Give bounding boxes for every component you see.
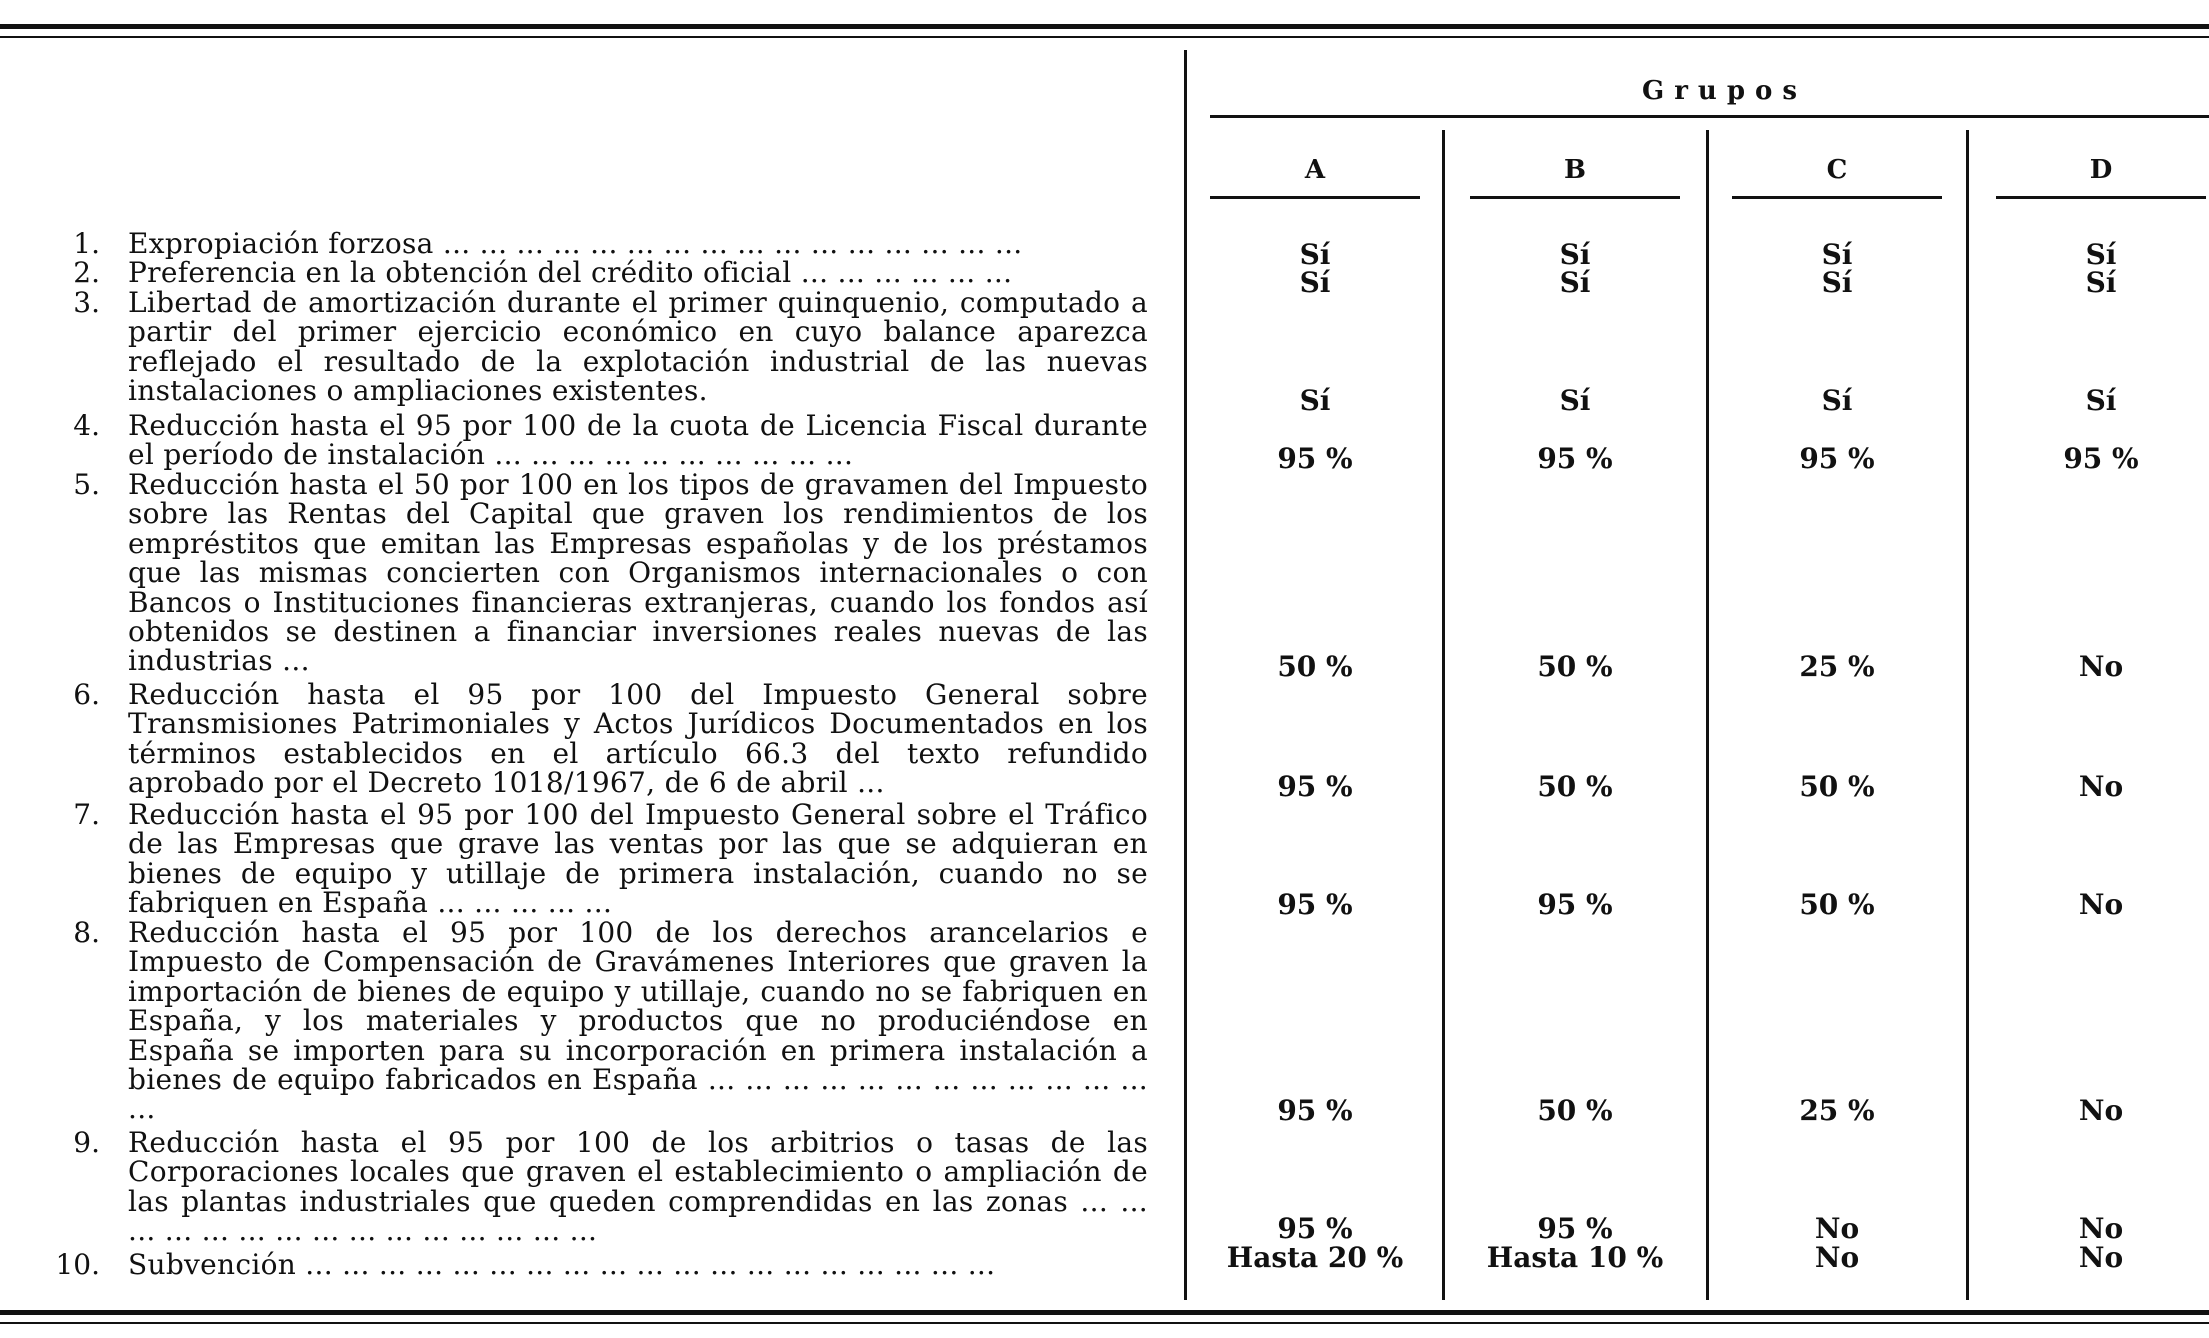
item-number: 1. bbox=[73, 227, 100, 260]
item-number: 9. bbox=[73, 1126, 100, 1159]
value-cell: Hasta 20 % bbox=[1226, 1241, 1404, 1274]
value-cell: No bbox=[2078, 650, 2124, 683]
value-cell: 95 % bbox=[1277, 442, 1353, 475]
column-header-b-underline bbox=[1470, 196, 1680, 199]
value-cell: 50 % bbox=[1799, 888, 1875, 921]
value-cell: Hasta 10 % bbox=[1486, 1241, 1664, 1274]
value-cell: 95 % bbox=[1277, 1094, 1353, 1127]
item-text: Preferencia en la obtención del crédito oficial ... ... ... ... ... ... bbox=[128, 256, 1013, 289]
column-header-a: A bbox=[1304, 155, 1326, 185]
value-cell: No bbox=[2078, 1212, 2124, 1245]
value-cell: Sí bbox=[1821, 266, 1853, 299]
value-cell: Sí bbox=[2085, 266, 2117, 299]
column-divider-cd bbox=[1966, 130, 1969, 1300]
value-cell: 95 % bbox=[1277, 888, 1353, 921]
value-cell: Sí bbox=[1821, 238, 1853, 271]
column-divider-ab bbox=[1442, 130, 1445, 1300]
column-header-a-underline bbox=[1210, 196, 1420, 199]
item-number: 4. bbox=[73, 409, 100, 442]
value-cell: Sí bbox=[1559, 384, 1591, 417]
value-cell: Sí bbox=[1559, 266, 1591, 299]
value-cell: 95 % bbox=[1537, 1212, 1613, 1245]
item-text: Reducción hasta el 95 por 100 del Impuesto General sobre el Tráfico de las Empresas que grave las ventas por las que se adquieran en bienes de equipo y utillaje de primera instalación, cuando no se fabriquen en España ... ... ... ... ... bbox=[128, 798, 1148, 920]
item-text: Reducción hasta el 50 por 100 en los tipos de gravamen del Impuesto sobre las Rentas del Capital que graven los rendimientos de los empréstitos que emitan las Empresas españolas y de los préstamos que las mismas concierten con Organismos internacionales o con Bancos o Instituciones financieras extranjeras, cuando los fondos así obtenidos se destinen a financiar inversiones reales nuevas de las industrias ... bbox=[128, 468, 1148, 678]
column-divider-bc bbox=[1706, 130, 1709, 1300]
item-number: 2. bbox=[73, 256, 100, 289]
value-cell: 95 % bbox=[1799, 442, 1875, 475]
item-text: Reducción hasta el 95 por 100 de los arbitrios o tasas de las Corporaciones locales que graven el establecimiento o ampliación de las plantas industriales que queden comprendidas en las zonas ... ... ... ... ... ... ... ... ... ... ... ... ... ... ... bbox=[128, 1126, 1148, 1248]
item-number: 10. bbox=[55, 1248, 100, 1281]
value-cell: 95 % bbox=[1277, 770, 1353, 803]
item-number: 7. bbox=[73, 798, 100, 831]
bottom-rule-thick bbox=[0, 1310, 2209, 1315]
value-cell: 50 % bbox=[1799, 770, 1875, 803]
groups-underline bbox=[1210, 115, 2209, 118]
table-divider bbox=[1184, 50, 1187, 1300]
value-cell: No bbox=[1814, 1241, 1860, 1274]
value-cell: No bbox=[2078, 1241, 2124, 1274]
value-cell: 50 % bbox=[1277, 650, 1353, 683]
value-cell: 50 % bbox=[1537, 1094, 1613, 1127]
item-number: 6. bbox=[73, 678, 100, 711]
column-header-d-underline bbox=[1996, 196, 2206, 199]
value-cell: No bbox=[2078, 1094, 2124, 1127]
value-cell: 95 % bbox=[1537, 442, 1613, 475]
item-text: Expropiación forzosa ... ... ... ... ... ... ... ... ... ... ... ... ... ... ... ... bbox=[128, 227, 1023, 260]
value-cell: No bbox=[1814, 1212, 1860, 1245]
item-text: Reducción hasta el 95 por 100 de la cuota de Licencia Fiscal durante el período de instalación ... ... ... ... ... ... ... ... ... ... bbox=[128, 409, 1148, 472]
column-header-c: C bbox=[1826, 155, 1848, 185]
value-cell: 95 % bbox=[1537, 888, 1613, 921]
value-cell: Sí bbox=[2085, 238, 2117, 271]
value-cell: Sí bbox=[1299, 266, 1331, 299]
value-cell: 95 % bbox=[2063, 442, 2139, 475]
value-cell: Sí bbox=[2085, 384, 2117, 417]
item-text: Reducción hasta el 95 por 100 del Impuesto General sobre Transmisiones Patrimoniales y Actos Jurídicos Documentados en los términos establecidos en el artículo 66.3 del texto refundido aprobado por el Decreto 1018/1967, de 6 de abril ... bbox=[128, 678, 1148, 800]
value-cell: Sí bbox=[1821, 384, 1853, 417]
item-number: 8. bbox=[73, 916, 100, 949]
value-cell: Sí bbox=[1299, 384, 1331, 417]
top-rule-thin bbox=[0, 36, 2209, 38]
item-text: Libertad de amortización durante el primer quinquenio, computado a partir del primer ejercicio económico en cuyo balance aparezca reflejado el resultado de la explotación industrial de las nuevas instalaciones o ampliaciones existentes. bbox=[128, 286, 1148, 408]
bottom-rule-thin bbox=[0, 1322, 2209, 1324]
value-cell: 50 % bbox=[1537, 770, 1613, 803]
value-cell: 25 % bbox=[1799, 650, 1875, 683]
value-cell: No bbox=[2078, 888, 2124, 921]
item-text: Subvención ... ... ... ... ... ... ... ... ... ... ... ... ... ... ... ... ... ... ... bbox=[128, 1248, 996, 1281]
top-rule-thick bbox=[0, 24, 2209, 29]
item-number: 3. bbox=[73, 286, 100, 319]
column-header-b: B bbox=[1564, 155, 1586, 185]
column-header-c-underline bbox=[1732, 196, 1942, 199]
item-number: 5. bbox=[73, 468, 100, 501]
value-cell: 25 % bbox=[1799, 1094, 1875, 1127]
groups-heading: Grupos bbox=[1642, 76, 1807, 106]
value-cell: 50 % bbox=[1537, 650, 1613, 683]
value-cell: Sí bbox=[1559, 238, 1591, 271]
value-cell: No bbox=[2078, 770, 2124, 803]
item-text: Reducción hasta el 95 por 100 de los derechos arancelarios e Impuesto de Compensación de Gravámenes Interiores que graven la importación de bienes de equipo y utillaje, cuando no se fabriquen en España, y los materiales y productos que no produciéndose en España se importen para su incorporación en primera instalación a bienes de equipo fabricados en España ... ... ... ... ... ... ... ... ... ... ... ... ... bbox=[128, 916, 1148, 1126]
column-header-d: D bbox=[2089, 155, 2113, 185]
value-cell: Sí bbox=[1299, 238, 1331, 271]
value-cell: 95 % bbox=[1277, 1212, 1353, 1245]
